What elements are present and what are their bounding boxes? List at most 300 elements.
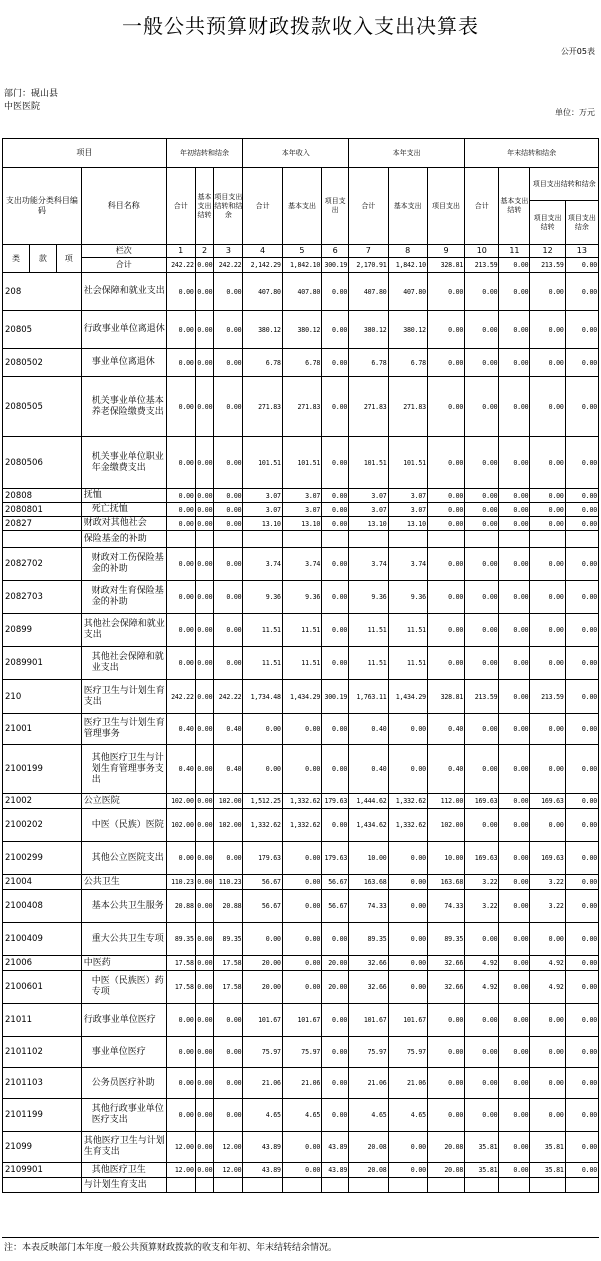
row-value: 0.00 [565, 548, 598, 581]
row-value: 0.00 [465, 437, 499, 489]
row-value: 10.00 [427, 842, 464, 875]
row-value: 0.00 [530, 377, 565, 437]
row-value: 179.63 [322, 794, 349, 809]
table-row [3, 517, 599, 531]
total-value: 0.00 [499, 258, 530, 273]
row-value: 0.00 [565, 377, 598, 437]
row-value: 0.00 [565, 680, 598, 714]
row-value: 1,332.62 [282, 809, 321, 842]
row-value [349, 1178, 388, 1193]
row-value: 0.00 [530, 647, 565, 680]
row-value: 169.63 [530, 794, 565, 809]
row-value: 0.00 [388, 1163, 427, 1178]
row-value: 56.67 [243, 875, 282, 890]
row-value [499, 1178, 530, 1193]
row-value: 0.00 [499, 437, 530, 489]
table-row [3, 647, 599, 680]
row-value [565, 1178, 598, 1193]
row-value: 20.00 [243, 956, 282, 971]
column-number: 12 [530, 245, 565, 258]
table-row [3, 548, 599, 581]
row-value: 0.00 [565, 809, 598, 842]
row-value [243, 531, 282, 548]
row-value: 0.00 [427, 548, 464, 581]
row-subject-name: 其他社会保障和就业支出 [81, 614, 166, 647]
total-value: 1,842.10 [282, 258, 321, 273]
row-value: 0.00 [322, 614, 349, 647]
row-value: 0.00 [427, 349, 464, 377]
row-value: 0.00 [565, 489, 598, 503]
row-subject-name: 事业单位医疗 [81, 1037, 166, 1068]
form-number: 公开05表 [560, 47, 595, 56]
row-value: 0.00 [427, 1099, 464, 1132]
row-value: 101.51 [388, 437, 427, 489]
row-value: 0.00 [499, 503, 530, 517]
row-value: 0.00 [465, 614, 499, 647]
row-value: 0.00 [214, 489, 243, 503]
row-value: 179.63 [322, 842, 349, 875]
row-subject-name: 公共卫生 [81, 875, 166, 890]
row-value: 0.00 [565, 875, 598, 890]
row-value: 0.00 [465, 1099, 499, 1132]
row-value: 0.00 [195, 614, 214, 647]
row-value: 13.10 [282, 517, 321, 531]
row-value: 0.00 [166, 489, 195, 503]
row-code: 2089901 [3, 647, 82, 680]
header-kuan: 款 [29, 245, 56, 273]
row-value: 3.22 [530, 890, 565, 923]
row-value: 35.81 [530, 1132, 565, 1163]
row-value: 0.00 [322, 273, 349, 311]
row-value: 0.00 [465, 581, 499, 614]
row-value: 0.00 [465, 745, 499, 794]
header-expense-total: 合计 [349, 168, 388, 245]
row-code: 21011 [3, 1004, 82, 1037]
row-subject-name: 其他医疗卫生与计划生育管理事务支出 [81, 745, 166, 794]
row-value: 9.36 [349, 581, 388, 614]
row-value: 0.00 [388, 923, 427, 956]
row-value: 380.12 [243, 311, 282, 349]
row-value: 0.00 [565, 1037, 598, 1068]
header-end-project-group: 项目支出结转和结余 [530, 168, 599, 201]
row-value: 0.00 [465, 489, 499, 503]
row-value: 3.74 [349, 548, 388, 581]
row-value: 0.00 [282, 1163, 321, 1178]
row-value: 0.00 [499, 971, 530, 1004]
row-value [195, 1178, 214, 1193]
row-value: 0.00 [565, 503, 598, 517]
table-row [3, 377, 599, 437]
row-value: 56.67 [322, 890, 349, 923]
row-subject-name: 机关事业单位职业年金缴费支出 [81, 437, 166, 489]
row-value: 0.00 [530, 548, 565, 581]
row-value: 0.00 [465, 311, 499, 349]
row-value: 0.00 [565, 745, 598, 794]
table-row [3, 273, 599, 311]
row-value: 4.65 [243, 1099, 282, 1132]
row-value: 0.00 [530, 745, 565, 794]
row-value: 4.92 [465, 956, 499, 971]
row-value: 0.40 [214, 714, 243, 745]
row-value: 0.00 [322, 437, 349, 489]
row-value: 0.00 [282, 971, 321, 1004]
row-code: 2101102 [3, 1037, 82, 1068]
row-value: 0.00 [499, 349, 530, 377]
row-subject-name: 抚恤 [81, 489, 166, 503]
row-value: 0.00 [166, 1004, 195, 1037]
row-subject-name: 财政对工伤保险基金的补助 [81, 548, 166, 581]
row-value: 3.22 [465, 875, 499, 890]
row-value: 0.00 [427, 1037, 464, 1068]
unit-label: 单位：万元 [555, 108, 595, 117]
row-value: 0.00 [166, 503, 195, 517]
row-value: 0.00 [195, 842, 214, 875]
row-value: 0.00 [465, 1068, 499, 1099]
row-value: 0.00 [499, 745, 530, 794]
row-value: 0.00 [195, 377, 214, 437]
row-value: 4.65 [282, 1099, 321, 1132]
row-value: 9.36 [243, 581, 282, 614]
row-value [349, 531, 388, 548]
row-value: 4.65 [388, 1099, 427, 1132]
header-end-basic: 基本支出结转 [499, 168, 530, 245]
row-value: 20.88 [214, 890, 243, 923]
column-number: 6 [322, 245, 349, 258]
table-row [3, 503, 599, 517]
row-value: 0.00 [565, 581, 598, 614]
row-code: 2080801 [3, 503, 82, 517]
row-code: 2100408 [3, 890, 82, 923]
row-value: 0.00 [499, 517, 530, 531]
row-value: 0.00 [465, 517, 499, 531]
row-value: 300.19 [322, 680, 349, 714]
row-value: 0.00 [166, 647, 195, 680]
row-code: 2080505 [3, 377, 82, 437]
row-value: 3.07 [282, 503, 321, 517]
row-code: 20899 [3, 614, 82, 647]
row-value: 0.00 [243, 923, 282, 956]
row-value: 242.22 [166, 680, 195, 714]
row-value: 0.00 [530, 517, 565, 531]
row-value: 101.51 [282, 437, 321, 489]
row-value: 407.80 [243, 273, 282, 311]
row-value: 11.51 [388, 647, 427, 680]
row-value: 0.00 [322, 517, 349, 531]
row-value: 13.10 [243, 517, 282, 531]
row-value: 0.00 [465, 923, 499, 956]
row-code: 208 [3, 273, 82, 311]
row-subject-name: 重大公共卫生专项 [81, 923, 166, 956]
row-value: 1,434.29 [388, 680, 427, 714]
row-value: 0.00 [214, 503, 243, 517]
row-value: 0.00 [282, 956, 321, 971]
row-value: 20.00 [322, 956, 349, 971]
row-value: 407.80 [282, 273, 321, 311]
row-value: 32.66 [427, 971, 464, 1004]
row-value: 0.00 [465, 809, 499, 842]
row-value: 56.67 [322, 875, 349, 890]
row-value: 0.00 [195, 714, 214, 745]
row-value: 20.08 [427, 1163, 464, 1178]
row-value: 0.00 [499, 809, 530, 842]
row-value: 242.22 [214, 680, 243, 714]
row-value: 0.00 [166, 614, 195, 647]
total-value: 213.59 [530, 258, 565, 273]
row-value: 0.00 [565, 1068, 598, 1099]
row-value: 0.00 [465, 349, 499, 377]
header-column-no: 栏次 [81, 245, 166, 258]
row-value: 0.00 [565, 1163, 598, 1178]
column-number: 10 [465, 245, 499, 258]
column-number: 7 [349, 245, 388, 258]
row-value: 3.74 [243, 548, 282, 581]
row-value: 0.00 [282, 842, 321, 875]
table-row [3, 1099, 599, 1132]
row-value: 4.92 [530, 956, 565, 971]
row-value: 3.07 [388, 503, 427, 517]
row-value: 0.00 [565, 842, 598, 875]
table-row [3, 1132, 599, 1163]
row-value: 102.00 [166, 809, 195, 842]
row-value [322, 1178, 349, 1193]
row-value: 75.97 [282, 1037, 321, 1068]
row-value: 0.00 [465, 503, 499, 517]
row-value: 0.00 [565, 923, 598, 956]
row-value: 0.00 [530, 1004, 565, 1037]
table-row [3, 1068, 599, 1099]
row-value: 20.08 [349, 1132, 388, 1163]
row-value: 0.00 [214, 1068, 243, 1099]
row-value: 0.00 [427, 581, 464, 614]
table-row [3, 489, 599, 503]
row-value: 0.00 [195, 1163, 214, 1178]
row-value: 0.00 [565, 349, 598, 377]
row-subject-name: 中医（民族医）药专项 [81, 971, 166, 1004]
header-xiang: 项 [56, 245, 81, 273]
row-value: 11.51 [282, 647, 321, 680]
total-row-label: 合计 [81, 258, 166, 273]
row-value: 13.10 [388, 517, 427, 531]
row-value: 0.00 [214, 1037, 243, 1068]
row-code: 20808 [3, 489, 82, 503]
row-value: 0.00 [322, 489, 349, 503]
row-subject-name: 其他医疗卫生与计划生育支出 [81, 1132, 166, 1163]
row-value: 0.00 [427, 437, 464, 489]
row-value [465, 531, 499, 548]
row-value: 271.83 [243, 377, 282, 437]
row-value: 0.00 [565, 794, 598, 809]
row-subject-name: 医疗卫生与计划生育支出 [81, 680, 166, 714]
row-value: 75.97 [349, 1037, 388, 1068]
row-value: 0.00 [282, 890, 321, 923]
row-value: 0.00 [166, 377, 195, 437]
row-value: 0.00 [565, 517, 598, 531]
bottom-rule [2, 1237, 599, 1238]
row-value: 74.33 [427, 890, 464, 923]
row-value: 169.63 [530, 842, 565, 875]
row-value: 0.00 [166, 1068, 195, 1099]
table-row [3, 1004, 599, 1037]
row-value [243, 1178, 282, 1193]
row-value: 0.00 [530, 489, 565, 503]
row-value: 0.00 [565, 311, 598, 349]
header-income-basic: 基本支出 [282, 168, 321, 245]
header-begin-project: 项目支出结转和结余 [214, 168, 243, 245]
row-value: 89.35 [349, 923, 388, 956]
row-value: 0.00 [427, 517, 464, 531]
row-value: 0.00 [195, 349, 214, 377]
row-value: 0.00 [322, 809, 349, 842]
row-code: 2100199 [3, 745, 82, 794]
row-value: 0.00 [565, 714, 598, 745]
row-value: 169.63 [465, 794, 499, 809]
column-number: 4 [243, 245, 282, 258]
row-code: 2100601 [3, 971, 82, 1004]
row-code: 2080502 [3, 349, 82, 377]
row-value: 0.00 [530, 1099, 565, 1132]
row-value [166, 531, 195, 548]
row-value: 0.00 [322, 1004, 349, 1037]
row-subject-name: 财政对其他社会 [81, 517, 166, 531]
row-value: 0.00 [530, 581, 565, 614]
row-value: 0.00 [243, 714, 282, 745]
header-begin-balance: 年初结转和结余 [166, 139, 243, 168]
row-value: 0.00 [322, 349, 349, 377]
row-value: 1,332.62 [243, 809, 282, 842]
row-value: 0.00 [530, 614, 565, 647]
row-value: 74.33 [349, 890, 388, 923]
row-code: 21099 [3, 1132, 82, 1163]
header-end-project-surplus: 项目支出结余 [565, 201, 598, 245]
row-value: 0.00 [322, 714, 349, 745]
row-value: 0.00 [195, 680, 214, 714]
row-value: 0.00 [214, 517, 243, 531]
header-income: 本年收入 [243, 139, 349, 168]
row-value: 0.00 [282, 1132, 321, 1163]
row-subject-name: 其他医疗卫生 [81, 1163, 166, 1178]
row-value: 3.74 [282, 548, 321, 581]
row-value: 101.51 [349, 437, 388, 489]
row-value: 0.00 [499, 489, 530, 503]
row-value [530, 531, 565, 548]
total-value: 0.00 [565, 258, 598, 273]
row-subject-name: 公立医院 [81, 794, 166, 809]
row-subject-name: 其他行政事业单位医疗支出 [81, 1099, 166, 1132]
header-lei: 类 [3, 245, 30, 273]
row-value: 0.00 [499, 548, 530, 581]
row-value: 0.00 [195, 1004, 214, 1037]
row-value: 12.00 [166, 1163, 195, 1178]
row-value [565, 531, 598, 548]
total-value: 242.22 [214, 258, 243, 273]
row-code: 20805 [3, 311, 82, 349]
row-value: 0.00 [388, 956, 427, 971]
row-value: 35.81 [530, 1163, 565, 1178]
row-subject-name: 医疗卫生与计划生育管理事务 [81, 714, 166, 745]
row-value: 0.00 [427, 1068, 464, 1099]
row-value: 163.68 [427, 875, 464, 890]
header-expense-basic: 基本支出 [388, 168, 427, 245]
row-value: 102.00 [427, 809, 464, 842]
row-value: 0.00 [195, 1132, 214, 1163]
row-value: 0.00 [530, 311, 565, 349]
row-value: 3.07 [388, 489, 427, 503]
row-value: 0.00 [195, 1099, 214, 1132]
row-value: 0.00 [499, 1099, 530, 1132]
department-label: 部门：砚山县中医医院 [4, 89, 59, 112]
row-value: 0.00 [243, 745, 282, 794]
row-subject-name: 事业单位离退休 [81, 349, 166, 377]
row-value: 32.66 [427, 956, 464, 971]
row-value: 0.00 [214, 647, 243, 680]
row-value: 21.06 [243, 1068, 282, 1099]
column-number: 8 [388, 245, 427, 258]
row-value: 0.40 [349, 714, 388, 745]
table-row [3, 890, 599, 923]
row-value: 102.00 [214, 794, 243, 809]
row-value: 0.00 [195, 890, 214, 923]
row-value: 0.00 [388, 875, 427, 890]
row-subject-name: 公务员医疗补助 [81, 1068, 166, 1099]
row-value: 0.00 [195, 971, 214, 1004]
row-value: 0.00 [195, 503, 214, 517]
row-subject-name: 中医药 [81, 956, 166, 971]
table-row [3, 581, 599, 614]
row-value: 0.00 [499, 377, 530, 437]
table-row [3, 745, 599, 794]
row-value: 0.00 [465, 647, 499, 680]
row-code: 2100409 [3, 923, 82, 956]
row-value: 32.66 [349, 971, 388, 1004]
row-value [214, 1178, 243, 1193]
row-value: 0.00 [499, 1068, 530, 1099]
row-value: 0.00 [565, 956, 598, 971]
row-value: 0.00 [195, 923, 214, 956]
row-code: 2100202 [3, 809, 82, 842]
row-value [166, 1178, 195, 1193]
table-row [3, 311, 599, 349]
total-value: 2,170.91 [349, 258, 388, 273]
table-row [3, 437, 599, 489]
row-value: 0.00 [166, 548, 195, 581]
row-value: 0.00 [499, 875, 530, 890]
row-value: 0.00 [322, 647, 349, 680]
row-value [499, 531, 530, 548]
row-value: 0.00 [388, 890, 427, 923]
row-value: 380.12 [282, 311, 321, 349]
row-value: 0.00 [565, 647, 598, 680]
row-value [282, 531, 321, 548]
row-value: 20.08 [427, 1132, 464, 1163]
row-value: 3.07 [282, 489, 321, 503]
total-value: 328.81 [427, 258, 464, 273]
row-value: 0.40 [166, 745, 195, 794]
row-value: 0.00 [195, 794, 214, 809]
row-value: 0.00 [214, 1004, 243, 1037]
row-value: 0.00 [195, 809, 214, 842]
row-value: 102.00 [166, 794, 195, 809]
column-number: 3 [214, 245, 243, 258]
row-value [427, 531, 464, 548]
row-code: 210 [3, 680, 82, 714]
header-end-project-carry: 项目支出结转 [530, 201, 565, 245]
row-value: 9.36 [282, 581, 321, 614]
row-value: 0.00 [427, 503, 464, 517]
row-subject-name: 行政事业单位离退休 [81, 311, 166, 349]
total-value: 300.19 [322, 258, 349, 273]
row-value: 0.00 [530, 1068, 565, 1099]
row-value: 0.00 [166, 1037, 195, 1068]
